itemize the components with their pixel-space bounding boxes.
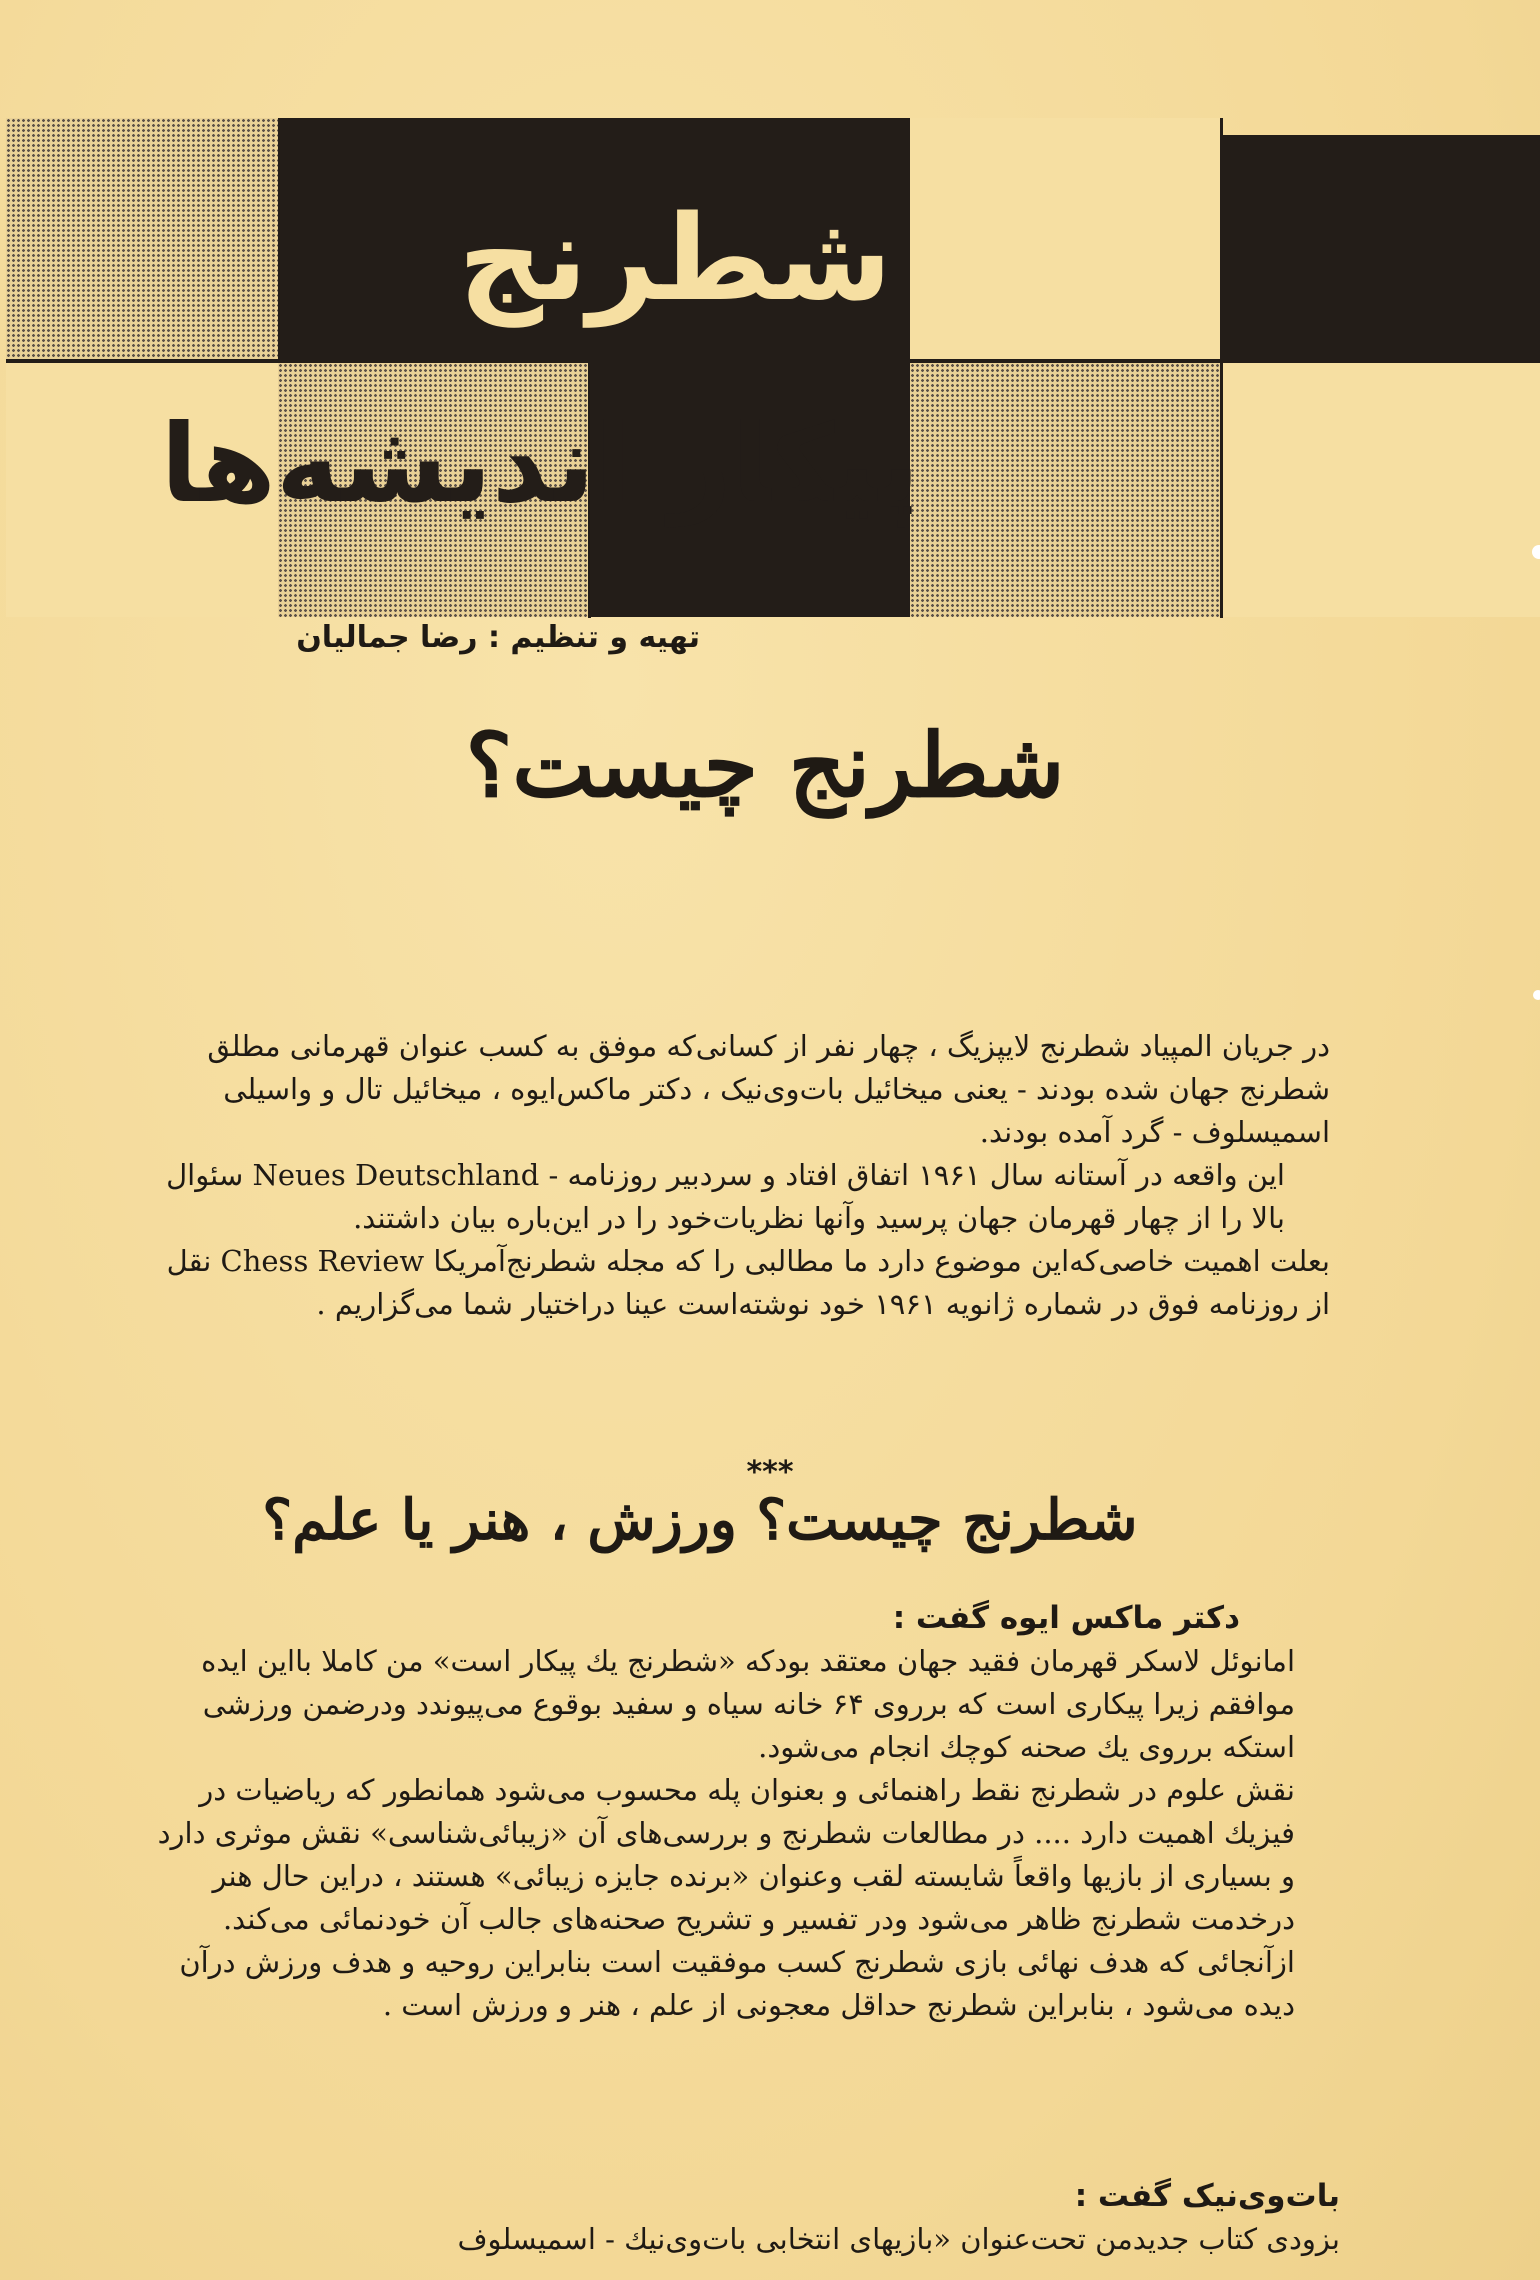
quote-paragraph: ازآنجائی که هدف نهائی بازی شطرنج کسب موفقیت است بنابراین روحیه و هدف ورزش درآن دیده می‌شود ، بنابراین شطرنج حداقل معجونی از علم ، هنر و ورزش است . [179,1945,1295,2022]
botvinnik-paragraphs [140,2218,1340,2261]
intro-paragraph: بعلت اهمیت خاصی‌که‌این موضوع دارد ما مطالبی را که مجله شطرنج‌آمریکا Chess Review نقل از روزنامه فوق در شماره ژانویه ۱۹۶۱ خود نوشته‌است عینا دراختیار شما می‌گزاریم . [166,1244,1330,1321]
intro-paragraphs [150,1025,1330,1326]
intro-paragraph: این واقعه در آستانه سال ۱۹۶۱ اتفاق افتاد و سردبیر روزنامه - Neues Deutschland سئوال بالا را از چهار قهرمان جهان پرسید وآنها نظریات‌خود را در این‌باره بیان داشتند. [166,1158,1285,1235]
checker-square-dark [1222,135,1540,361]
page-edge-nick [1533,990,1540,1000]
section-heading: شطرنج چیست؟ ورزش ، هنر یا علم؟ [262,1487,1138,1553]
intro-paragraph: در جریان المپیاد شطرنج لایپزیگ ، چهار نفر از کسانی‌که موفق به کسب عنوان قهرمانی مطلق شطرنج جهان شده بودند - یعنی میخائیل بات‌وی‌نیک ، دکتر ماکس‌ایوه ، میخائیل تال و واسیلی اسمیسلوف - گرد آمده بودند. [207,1029,1330,1149]
checker-square-light [910,118,1220,361]
checker-square-dotted [910,363,1222,617]
magazine-section-subtitle: پیکار اندیشه‌ها [160,402,920,527]
checker-square-light [1222,363,1540,617]
speaker-label: بات‌وی‌نیک گفت : [1074,2178,1340,2214]
header-divider [1220,118,1223,618]
speaker-label: دکتر ماکس ایوه گفت : [892,1600,1240,1636]
section-separator: *** [746,1455,794,1490]
quote-paragraph: امانوئل لاسکر قهرمان فقید جهان معتقد بودکه «شطرنج یك پیکار است» من کاملا بااین ایده موافقم زیرا پیکاری است که برروی ۶۴ خانه سیاه و سفید بوقوع می‌پیوندد ودرضمن ورزشی استکه برروی یك صحنه کوچك انجام می‌شود. [201,1644,1295,1764]
magazine-section-title: شطرنج [458,189,892,327]
page-edge-nick [1532,545,1540,559]
euwe-paragraphs [140,1640,1340,2027]
header-rule [6,359,1540,363]
author-credit: تهیه و تنظیم : رضا جمالیان [296,620,700,655]
checker-square-dotted [6,118,278,361]
quote-paragraph: نقش علوم در شطرنج نقط راهنمائی و بعنوان پله محسوب می‌شود همانطور که ریاضیات در فیزیك اهمیت دارد .... در مطالعات شطرنج و بررسی‌های آن «زیبائی‌شناسی» نقش موثری دارد و بسیاری از بازیها واقعاً شایسته لقب وعنوان «برنده جایزه زیبائی» هستند ، دراین حال هنر درخدمت شطرنج ظاهر می‌شود ودر تفسیر و تشریح صحنه‌های جالب آن خودنمائی می‌کند. [157,1773,1295,1936]
quote-paragraph: بزودی کتاب جدیدمن تحت‌عنوان «بازیهای انتخابی بات‌وی‌نیك - اسمیسلوف [457,2222,1340,2256]
article-heading: شطرنج چیست؟ [465,713,1065,817]
